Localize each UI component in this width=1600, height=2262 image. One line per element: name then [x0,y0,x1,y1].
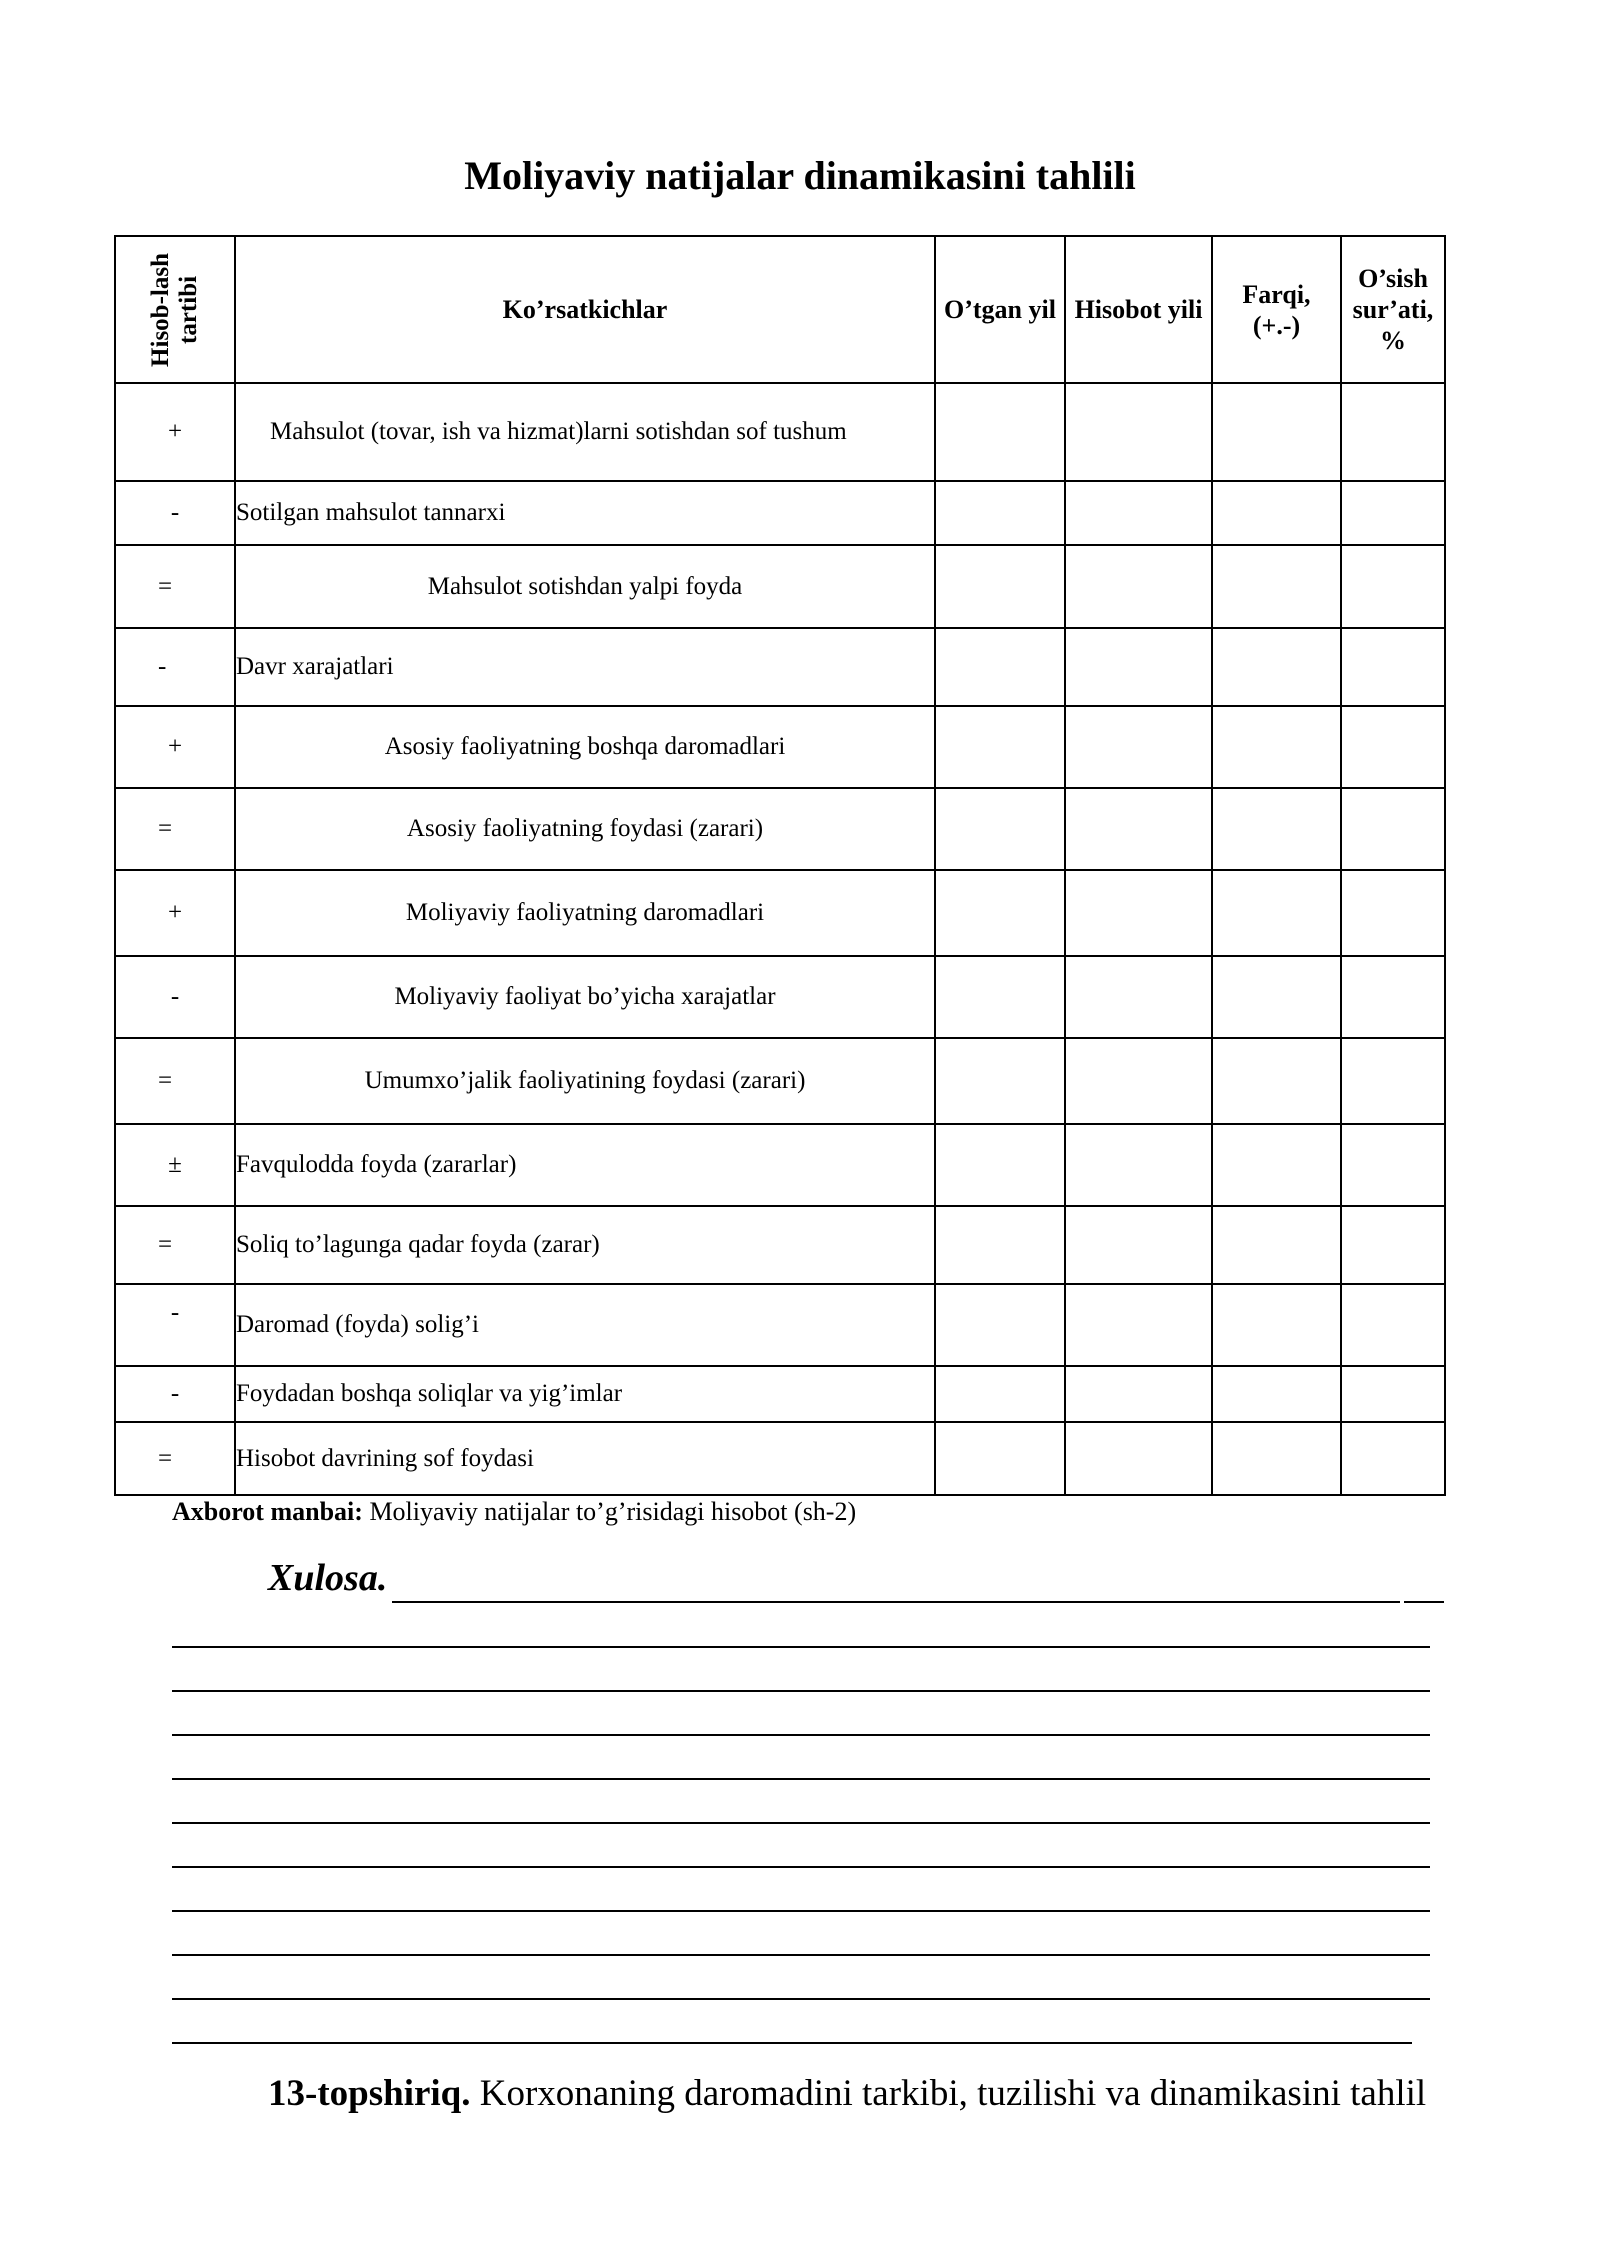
header-difference: Farqi, (+.-) [1212,236,1341,383]
difference-cell [1212,1366,1341,1422]
table-row [115,481,1445,545]
report-year-cell [1065,706,1212,788]
growth-rate-cell [1341,1206,1445,1284]
prev-year-cell [935,1206,1065,1284]
row-sign: - [115,628,235,706]
growth-rate-cell [1341,1124,1445,1206]
conclusion-line [172,2042,1412,2044]
table-row [115,870,1445,956]
row-sign: - [115,1284,235,1366]
prev-year-cell [935,1284,1065,1366]
table-row [115,383,1445,481]
growth-rate-cell [1341,956,1445,1038]
conclusion-line [172,1690,1430,1692]
difference-cell [1212,1206,1341,1284]
growth-rate-cell [1341,1038,1445,1124]
growth-rate-cell [1341,628,1445,706]
row-indicator: Umumxo’jalik faoliyatining foydasi (zarari) [235,1038,935,1124]
report-year-cell [1065,383,1212,481]
difference-cell [1212,1422,1341,1495]
source-label: Axborot manbai: [172,1497,363,1526]
prev-year-cell [935,1124,1065,1206]
report-year-cell [1065,956,1212,1038]
row-indicator: Moliyaviy faoliyatning daromadlari [235,870,935,956]
task-heading [268,2072,1426,2115]
row-indicator: Mahsulot (tovar, ish va hizmat)larni sotishdan sof tushum [235,383,935,481]
row-indicator: Daromad (foyda) solig’i [235,1284,935,1366]
conclusion-line [172,1778,1430,1780]
header-growth-rate: O’sish sur’ati, % [1341,236,1445,383]
report-year-cell [1065,1422,1212,1495]
row-sign: = [115,1038,235,1124]
table-row [115,1366,1445,1422]
row-indicator: Sotilgan mahsulot tannarxi [235,481,935,545]
conclusion-line [172,1910,1430,1912]
report-year-cell [1065,1366,1212,1422]
row-sign: + [115,383,235,481]
conclusion-line [1404,1601,1444,1603]
difference-cell [1212,706,1341,788]
source-text: Moliyaviy natijalar to’g’risidagi hisobot (sh-2) [362,1497,857,1526]
difference-cell [1212,383,1341,481]
financial-results-table [114,235,1446,1496]
table-row [115,1038,1445,1124]
prev-year-cell [935,706,1065,788]
row-sign: = [115,788,235,870]
table-row [115,1284,1445,1366]
table-row [115,788,1445,870]
table-row [115,706,1445,788]
difference-cell [1212,1124,1341,1206]
difference-cell [1212,628,1341,706]
prev-year-cell [935,545,1065,628]
prev-year-cell [935,383,1065,481]
prev-year-cell [935,481,1065,545]
information-source [172,1497,856,1527]
row-indicator: Asosiy faoliyatning boshqa daromadlari [235,706,935,788]
growth-rate-cell [1341,545,1445,628]
prev-year-cell [935,1366,1065,1422]
table-row [115,956,1445,1038]
growth-rate-cell [1341,1366,1445,1422]
conclusion-line [172,1822,1430,1824]
row-sign: = [115,1206,235,1284]
prev-year-cell [935,788,1065,870]
row-sign: = [115,545,235,628]
row-sign: = [115,1422,235,1495]
growth-rate-cell [1341,1284,1445,1366]
table-row [115,1422,1445,1495]
document-title: Moliyaviy natijalar dinamikasini tahlili [464,153,1136,198]
row-indicator: Moliyaviy faoliyat bo’yicha xarajatlar [235,956,935,1038]
report-year-cell [1065,1124,1212,1206]
report-year-cell [1065,481,1212,545]
row-indicator: Mahsulot sotishdan yalpi foyda [235,545,935,628]
row-indicator: Foydadan boshqa soliqlar va yig’imlar [235,1366,935,1422]
header-order-label: Hisob-lash tartibi [147,252,202,367]
difference-cell [1212,870,1341,956]
row-sign: + [115,706,235,788]
prev-year-cell [935,1422,1065,1495]
difference-cell [1212,545,1341,628]
report-year-cell [1065,545,1212,628]
report-year-cell [1065,1038,1212,1124]
conclusion-line [172,1734,1430,1736]
header-report-year: Hisobot yili [1065,236,1212,383]
conclusion-heading: Xulosa. [268,1557,388,1599]
table-header-row [115,236,1445,383]
growth-rate-cell [1341,706,1445,788]
report-year-cell [1065,1206,1212,1284]
growth-rate-cell [1341,1422,1445,1495]
conclusion-line [392,1601,1400,1603]
conclusion-line [172,1998,1430,2000]
row-indicator: Asosiy faoliyatning foydasi (zarari) [235,788,935,870]
conclusion-line [172,1866,1430,1868]
report-year-cell [1065,628,1212,706]
growth-rate-cell [1341,870,1445,956]
table-row [115,1206,1445,1284]
report-year-cell [1065,1284,1212,1366]
row-indicator: Davr xarajatlari [235,628,935,706]
difference-cell [1212,788,1341,870]
conclusion-line [172,1646,1430,1648]
header-prev-year: O’tgan yil [935,236,1065,383]
row-sign: - [115,1366,235,1422]
row-sign: - [115,481,235,545]
table-row [115,545,1445,628]
difference-cell [1212,1284,1341,1366]
row-sign: ± [115,1124,235,1206]
prev-year-cell [935,956,1065,1038]
row-indicator: Hisobot davrining sof foydasi [235,1422,935,1495]
task-text: Korxonaning daromadini tarkibi, tuzilishi va dinamikasini tahlil [470,2073,1427,2114]
row-sign: + [115,870,235,956]
growth-rate-cell [1341,481,1445,545]
report-year-cell [1065,788,1212,870]
growth-rate-cell [1341,383,1445,481]
difference-cell [1212,481,1341,545]
difference-cell [1212,956,1341,1038]
row-sign: - [115,956,235,1038]
difference-cell [1212,1038,1341,1124]
task-label: 13-topshiriq. [268,2073,471,2114]
row-indicator: Soliq to’lagunga qadar foyda (zarar) [235,1206,935,1284]
conclusion-line [172,1954,1430,1956]
table-row [115,1124,1445,1206]
header-indicators: Ko’rsatkichlar [235,236,935,383]
report-year-cell [1065,870,1212,956]
prev-year-cell [935,628,1065,706]
growth-rate-cell [1341,788,1445,870]
row-indicator: Favqulodda foyda (zararlar) [235,1124,935,1206]
prev-year-cell [935,1038,1065,1124]
table-row [115,628,1445,706]
prev-year-cell [935,870,1065,956]
header-order [115,236,235,383]
